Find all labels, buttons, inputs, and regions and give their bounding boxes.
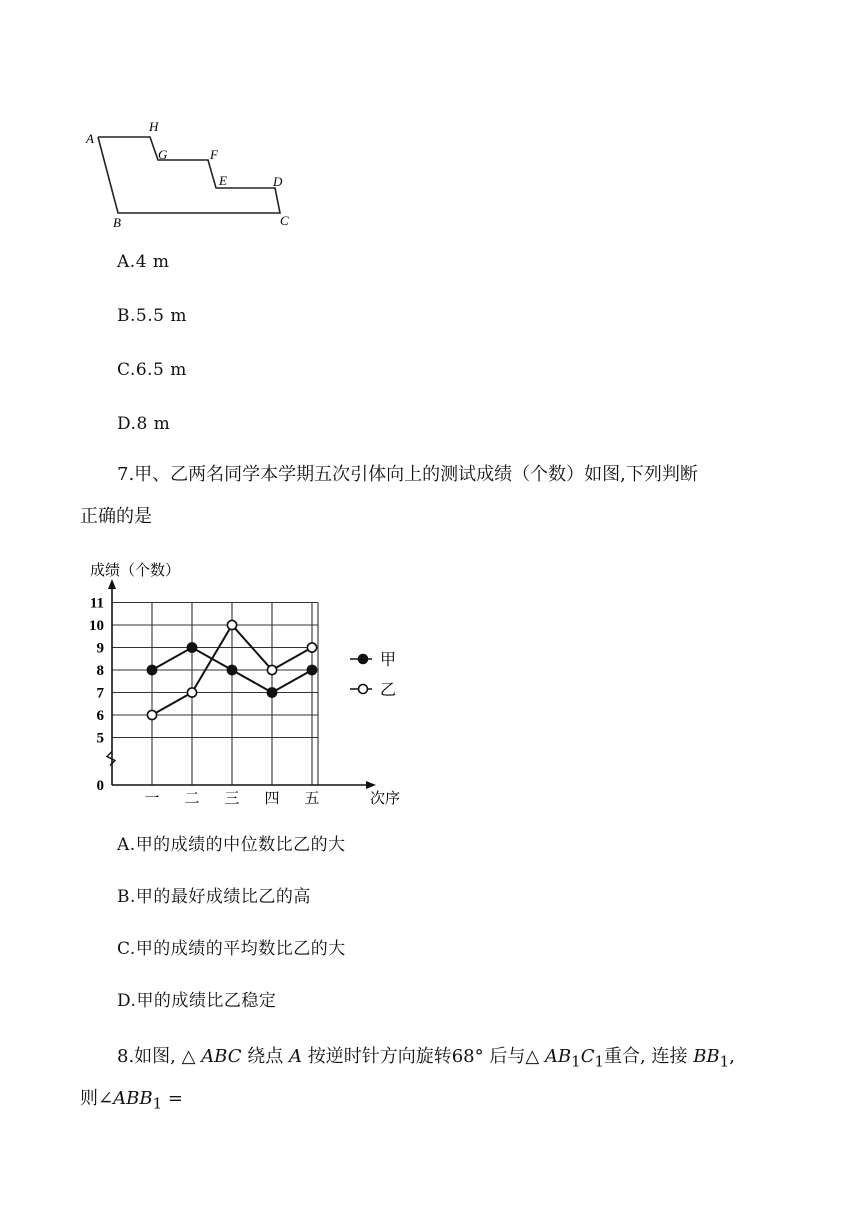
axis-break-icon [107, 752, 115, 766]
q7-stem-line2: 正确的是 [80, 506, 152, 527]
chart-axes [107, 579, 376, 789]
q7-option-d: D.甲的成绩比乙稳定 [117, 991, 277, 1011]
q6-option-b: B.5.5 m [117, 306, 187, 326]
x-tick-label: 二 [184, 791, 200, 807]
staircase-figure [80, 115, 310, 235]
q6-option-a: A.4 m [117, 252, 170, 272]
label-G: G [158, 147, 168, 162]
x-axis-arrow [366, 781, 376, 789]
chart-legend [350, 651, 396, 699]
q7-option-b: B.甲的最好成绩比乙的高 [117, 887, 311, 907]
label-B: B [113, 215, 121, 230]
point-hollow [267, 665, 276, 674]
q6-option-c: C.6.5 m [117, 360, 187, 380]
q7-option-c: C.甲的成绩的平均数比乙的大 [117, 939, 346, 959]
legend-marker-hollow [359, 685, 368, 694]
x-tick-label: 一 [144, 791, 160, 807]
chart-ticks [89, 596, 320, 808]
point-filled [267, 688, 276, 697]
x-tick-label: 四 [264, 791, 280, 807]
q6-option-d: D.8 m [117, 414, 171, 434]
label-A: A [86, 131, 94, 146]
y-tick-label: 9 [96, 640, 104, 657]
label-H: H [149, 119, 159, 134]
x-tick-label: 五 [304, 791, 320, 807]
q8-stem-line2: 则$\angle ABB_1$ = [80, 1088, 183, 1113]
y-tick-label: 11 [89, 595, 104, 612]
label-C: C [280, 213, 289, 228]
label-F: F [210, 147, 218, 162]
legend-marker-filled [359, 655, 368, 664]
label-E: E [219, 173, 227, 188]
x-axis-label: 次序 [370, 791, 401, 807]
q7-stem-line1: 7.甲、乙两名同学本学期五次引体向上的测试成绩（个数）如图,下列判断 [117, 464, 698, 485]
y-tick-label: 0 [96, 778, 104, 794]
score-line-chart [78, 555, 418, 810]
y-tick-label: 7 [96, 685, 104, 702]
y-axis-arrow [108, 579, 116, 589]
chart-grid [112, 603, 318, 786]
y-tick-label: 10 [89, 618, 104, 634]
point-hollow [187, 688, 196, 697]
point-hollow [227, 620, 236, 629]
y-tick-label: 6 [96, 708, 104, 724]
point-filled [307, 665, 316, 674]
y-tick-label: 8 [96, 663, 104, 679]
legend-label: 甲 [380, 652, 397, 669]
point-filled [187, 643, 196, 652]
legend-label: 乙 [380, 682, 397, 699]
x-tick-label: 三 [224, 791, 240, 807]
label-D: D [273, 174, 283, 189]
staircase-outline [98, 137, 280, 213]
q8-stem-line1: 8.如图, △ ABC 绕点 A 按逆时针方向旋转68° 后与△ $AB_1C_1$重合, 连接 $BB_1$, [117, 1046, 735, 1071]
point-filled [227, 665, 236, 674]
point-hollow [147, 710, 156, 719]
y-tick-label: 5 [96, 730, 104, 747]
point-hollow [307, 643, 316, 652]
q7-option-a: A.甲的成绩的中位数比乙的大 [117, 835, 346, 855]
y-axis-label: 成绩（个数） [90, 563, 181, 579]
point-filled [147, 665, 156, 674]
